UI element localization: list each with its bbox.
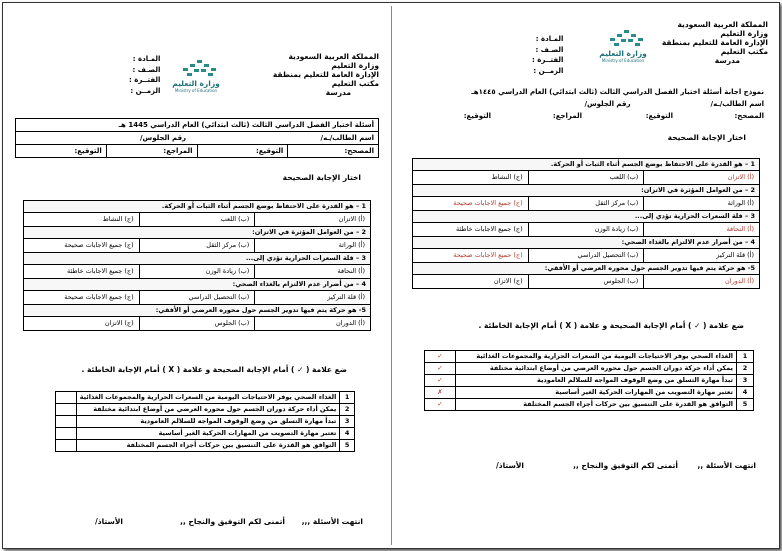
truefalse-table	[55, 391, 355, 452]
statement-text: تبدأ مهارة التسلق من وضع الوقوف المواجه للسلالم العامودية	[76, 416, 340, 428]
question: 2 – من العوامل المؤثرة في الاتزان:	[413, 185, 759, 197]
signature-row	[404, 110, 768, 122]
field-subject: المـادة :	[132, 55, 161, 63]
question: 2 – من العوامل المؤثرة في الاتزان:	[24, 227, 370, 239]
field-grade: الصـف :	[535, 45, 564, 54]
option-a: (أ) الدوران	[643, 275, 759, 288]
student-name-label: اسم الطالب/ـه/	[710, 99, 764, 108]
question: 1 – هو القدرة على الاحتفاظ بوضع الجسم أثناء الثبات أو الحركة.	[413, 159, 759, 171]
option-c: (ج) الاتزان	[493, 277, 523, 285]
exam-fields	[129, 54, 160, 96]
statement-number: 2	[340, 404, 355, 416]
option-b: (ب) مركز الثقل	[528, 197, 644, 210]
signature-label: التوقيع:	[197, 145, 288, 157]
options-row	[413, 275, 759, 288]
logo-subtext: Ministry of Education	[601, 58, 645, 63]
ministry-logo	[588, 28, 658, 66]
question: 3 – قلة السعرات الحرارية تؤدي إلى...	[24, 253, 370, 265]
option-a: (أ) النحافة	[254, 265, 370, 278]
statement-text: التوافق هو القدرة على التنسيق بين حركات أجزاء الجسم المختلفة	[456, 399, 737, 411]
option-b: (ب) اللعب	[139, 213, 255, 226]
statement-text: يمكن أداء حركة دوران الجسم حول محوره العرضي من أوضاع ابتدائية مختلفة	[76, 404, 340, 416]
header-line: مدرسة	[714, 56, 740, 65]
field-time: الزمــن :	[130, 86, 161, 95]
logo-subtext: Ministry of Education	[174, 88, 218, 93]
question: 5- هو حركة يتم فيها تدوير الجسم حول محوره العرضي أو الأفقي:	[413, 263, 759, 275]
table-row	[56, 392, 355, 404]
statement-text: تبدأ مهارة التسلق من وضع الوقوف المواجه للسلالم العامودية	[456, 375, 737, 387]
corrector-label: المصحح:	[734, 112, 764, 120]
logo-text: وزارة التعليم	[599, 49, 647, 58]
option-a: (أ) قلة التركيز	[643, 249, 759, 262]
student-info-box	[404, 86, 768, 122]
header-line: الإدارة العامة للتعليم بمنطقة	[661, 38, 768, 47]
field-period: الفتــرة :	[129, 76, 161, 84]
table-row	[56, 416, 355, 428]
closing-teacher: الأستاذ/	[496, 461, 524, 470]
option-a: (أ) الاتزان	[643, 171, 759, 184]
exam-title: أسئلة اختبار الفصل الدراسي الثالث (ثالث ابتدائي) العام الدراسي 1445 هـ	[16, 119, 378, 132]
closing-wish: أتمنى لكم التوفيق والنجاح ,,	[573, 461, 678, 470]
option-a: (أ) الوراثة	[643, 197, 759, 210]
student-info-box	[15, 118, 379, 158]
statement-number: 2	[737, 363, 754, 375]
sheet-divider	[391, 6, 392, 545]
statement-text: الغذاء الصحي يوفر الاحتياجات اليومية من السعرات الحرارية والمجموعات الغذائية	[76, 392, 340, 404]
ministry-logo	[161, 58, 231, 96]
options-row	[24, 265, 370, 279]
answer-mark[interactable]	[56, 404, 77, 416]
exam-fields	[532, 34, 563, 76]
corrector-label: المصحح:	[287, 145, 378, 157]
question: 4 – من أضرار عدم الالتزام بالغذاء الصحي:	[24, 279, 370, 291]
options-row	[24, 291, 370, 305]
option-b: (ب) زيادة الوزن	[528, 223, 644, 236]
closing-end: انتهت الأسئلة ,,	[697, 461, 756, 470]
option-c: (ج) جميع الاجابات صحيحة	[64, 293, 134, 301]
closing-teacher: الأستاذ/	[95, 517, 123, 526]
option-b: (ب) زيادة الوزن	[139, 265, 255, 278]
exam-sheet	[9, 6, 385, 545]
option-a: (أ) الدوران	[254, 317, 370, 330]
ministry-header	[273, 52, 379, 97]
option-c: (ج) جميع الاجابات صحيحة	[453, 251, 523, 259]
table-row	[56, 404, 355, 416]
options-row	[413, 197, 759, 211]
field-period: الفتــرة :	[532, 56, 564, 64]
signature-label: التوقيع:	[645, 112, 673, 120]
statement-number: 1	[340, 392, 355, 404]
options-row	[413, 249, 759, 263]
seat-number-label: رقم الجلوس/	[140, 133, 187, 142]
options-row	[24, 213, 370, 227]
answer-key-sheet	[398, 6, 774, 545]
statement-text: التوافق هو القدرة على التنسيق بين حركات أجزاء الجسم المختلفة	[76, 440, 340, 452]
option-a: (أ) النحافة	[643, 223, 759, 236]
ministry-header	[662, 20, 768, 65]
option-c: (ج) جميع الاجابات صحيحة	[64, 241, 134, 249]
statement-text: تعتبر مهارة التصويب من المهارات الحركية الغير أساسية	[76, 428, 340, 440]
question: 3 – قلة السعرات الحرارية تؤدي إلى...	[413, 211, 759, 223]
options-row	[413, 223, 759, 237]
option-c: (ج) النشاط	[491, 173, 523, 181]
option-b: (ب) التحصيل الدراسي	[528, 249, 644, 262]
header-line: مكتب التعليم	[331, 79, 379, 88]
question: 5- هو حركة يتم فيها تدوير الجسم حول محوره العرضي أو الأفقي:	[24, 305, 370, 317]
statement-number: 5	[340, 440, 355, 452]
option-b: (ب) التحصيل الدراسي	[139, 291, 255, 304]
exam-title: نموذج اجابة أسئلة اختبار الفصل الدراسي الثالث (ثالث ابتدائي) العام الدراسي ١٤٤٥هـ	[471, 87, 764, 96]
check-icon: ✓	[425, 399, 456, 411]
signature-label: التوقيع:	[74, 147, 102, 155]
field-grade: الصـف :	[132, 65, 161, 74]
student-row	[404, 98, 768, 110]
statement-text: يمكن أداء حركة دوران الجسم حول محوره العرضي من أوضاع ابتدائية مختلفة	[456, 363, 737, 375]
statement-number: 5	[737, 399, 754, 411]
option-c: (ج) جميع الاجابات خاطئة	[455, 225, 523, 233]
option-b: (ب) اللعب	[528, 171, 644, 184]
question: 1 – هو القدرة على الاحتفاظ بوضع الجسم أثناء الثبات أو الحركة.	[24, 201, 370, 213]
student-row	[16, 132, 378, 145]
table-row	[425, 351, 754, 363]
option-a: (أ) الاتزان	[254, 213, 370, 226]
header-line: مدرسة	[325, 88, 351, 97]
statement-text: تعتبر مهارة التصويب من المهارات الحركية الغير أساسية	[456, 387, 737, 399]
logo-text: وزارة التعليم	[172, 79, 220, 88]
signature-row	[16, 145, 378, 157]
options-row	[24, 239, 370, 253]
options-row	[24, 317, 370, 330]
truefalse-table	[424, 350, 754, 411]
section-truefalse-title: ضع علامة ( ✓ ) أمام الإجابة الصحيحة و علامة ( X ) أمام الإجابة الخاطئة .	[81, 365, 347, 374]
option-b: (ب) الجلوس	[528, 275, 644, 288]
section-mcq-title: اختار الإجابة الصحيحة	[667, 133, 746, 142]
question: 4 – من أضرار عدم الالتزام بالغذاء الصحي:	[413, 237, 759, 249]
seat-number-label: رقم الجلوس/	[584, 99, 631, 108]
header-line: وزارة التعليم	[720, 29, 768, 38]
option-a: (أ) قلة التركيز	[254, 291, 370, 304]
field-subject: المـادة :	[535, 35, 564, 43]
table-row	[56, 440, 355, 452]
statement-number: 4	[340, 428, 355, 440]
check-icon: ✓	[425, 375, 456, 387]
header-line: الإدارة العامة للتعليم بمنطقة	[272, 70, 379, 79]
ministry-logo-icon	[606, 28, 646, 50]
option-b: (ب) الجلوس	[139, 317, 255, 330]
table-row	[425, 363, 754, 375]
answer-mark[interactable]	[56, 440, 77, 452]
options-row	[413, 171, 759, 185]
header-line: المملكة العربية السعودية	[288, 52, 379, 61]
statement-number: 1	[737, 351, 754, 363]
answer-mark[interactable]	[56, 428, 77, 440]
table-row	[425, 399, 754, 411]
table-row	[425, 387, 754, 399]
option-c: (ج) الاتزان	[104, 319, 134, 327]
table-row	[56, 428, 355, 440]
statement-text: الغذاء الصحي يوفر الاحتياجات اليومية من السعرات الحرارية والمجموعات الغذائية	[456, 351, 737, 363]
field-time: الزمــن :	[533, 66, 564, 75]
option-a: (أ) الوراثة	[254, 239, 370, 252]
statement-number: 3	[737, 375, 754, 387]
check-icon: ✓	[425, 351, 456, 363]
header-line: المملكة العربية السعودية	[677, 20, 768, 29]
statement-number: 3	[340, 416, 355, 428]
header-line: وزارة التعليم	[331, 61, 379, 70]
answer-mark[interactable]	[56, 392, 77, 404]
mcq-table	[412, 158, 760, 289]
reviewer-label: المراجع:	[552, 112, 582, 120]
closing-wish: أتمنى لكم التوفيق والنجاح ,,	[180, 517, 285, 526]
answer-mark[interactable]	[56, 416, 77, 428]
signature-label: التوقيع:	[463, 112, 491, 120]
option-c: (ج) النشاط	[102, 215, 134, 223]
ministry-logo-icon	[179, 58, 219, 80]
option-c: (ج) جميع الاجابات صحيحة	[453, 199, 523, 207]
student-name-label: اسم الطالب/ـه/	[320, 133, 374, 142]
reviewer-label: المراجع:	[106, 145, 197, 157]
cross-icon: ✗	[425, 387, 456, 399]
section-truefalse-title: ضع علامة ( ✓ ) أمام الإجابة الصحيحة و علامة ( X ) أمام الإجابة الخاطئة .	[478, 321, 744, 330]
table-row	[425, 375, 754, 387]
statement-number: 4	[737, 387, 754, 399]
option-b: (ب) مركز الثقل	[139, 239, 255, 252]
closing-end: انتهت الأسئلة ,,,	[301, 517, 363, 526]
section-mcq-title: اختار الإجابة الصحيحة	[282, 173, 361, 182]
mcq-table	[23, 200, 371, 331]
option-c: (ج) جميع الاجابات خاطئة	[66, 267, 134, 275]
header-line: مكتب التعليم	[720, 47, 768, 56]
check-icon: ✓	[425, 363, 456, 375]
